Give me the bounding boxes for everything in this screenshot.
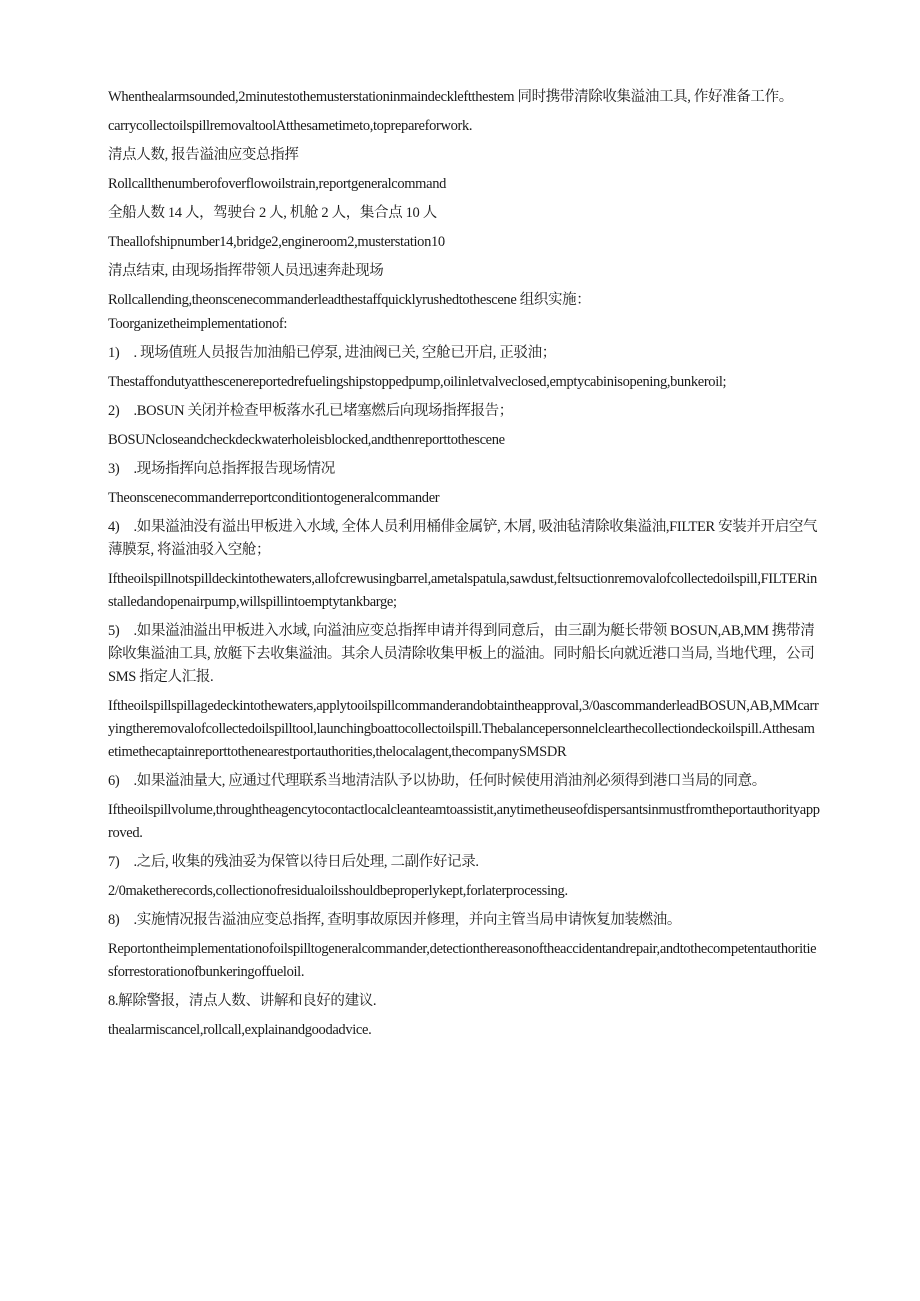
paragraph-rush-to-scene: 清点结束, 由现场指挥带领人员迅速奔赴现场 bbox=[108, 263, 384, 279]
step-6-en: Iftheoilspillvolume,throughtheagencytocontactlocalcleanteamtoassistit,anytimetheuseofdispersantsinmustfromtheportauthorityapproved. bbox=[108, 802, 820, 841]
paragraph-organize: Toorganizetheimplementationof: bbox=[108, 316, 288, 332]
paragraph-rush-to-scene-en: Rollcallending,theonscenecommanderleadthestaffquicklyrushedtothescene 组织实施： bbox=[108, 292, 591, 308]
paragraph-alarm-muster-en: carrycollectoilspillremovaltoolAtthesametimeto,toprepareforwork. bbox=[108, 118, 473, 134]
step-7-zh: 7) .之后, 收集的残油妥为保管以待日后处理, 二副作好记录. bbox=[108, 854, 479, 870]
paragraph-crew-count-en: Theallofshipnumber14,bridge2,engineroom2,musterstation10 bbox=[108, 234, 445, 250]
paragraph-crew-count: 全船人数 14 人，驾驶台 2 人, 机舱 2 人，集合点 10 人 bbox=[108, 205, 437, 221]
step-3-zh: 3) .现场指挥向总指挥报告现场情况 bbox=[108, 461, 335, 477]
step-2-zh: 2) .BOSUN 关闭并检查甲板落水孔已堵塞燃后向现场指挥报告； bbox=[108, 403, 513, 419]
step-8-zh: 8) .实施情况报告溢油应变总指挥, 查明事故原因并修理，并向主管当局申请恢复加装燃油。 bbox=[108, 912, 682, 928]
step-1-zh: 1) . 现场值班人员报告加油船已停泵, 进油阀已关, 空舱已开启, 正驳油； bbox=[108, 345, 556, 361]
step-4-zh: 4) .如果溢油没有溢出甲板进入水域, 全体人员利用桶俳金属铲, 木屑, 吸油毡清除收集溢油,FILTER 安装并开启空气薄膜泵, 将溢油驳入空舱； bbox=[108, 519, 818, 558]
step-3-en: Theonscenecommanderreportconditiontogeneralcommander bbox=[108, 490, 440, 506]
paragraph-alarm-muster: Whenthealarmsounded,2minutestothemusterstationinmaindeckleftthestem 同时携带清除收集溢油工具, 作好准备工作。 bbox=[108, 89, 793, 105]
step-6-zh: 6) .如果溢油量大, 应通过代理联系当地清洁队予以协助，任何时候使用消油剂必须得到港口当局的同意。 bbox=[108, 773, 766, 789]
step-1-en: Thestaffondutyatthescenereportedrefuelingshipstoppedpump,oilinletvalveclosed,emptycabinisopening,bunkeroil; bbox=[108, 374, 727, 390]
step-5-en: Iftheoilspillspillagedeckintothewaters,applytooilspillcommanderandobtaintheapproval,3/0ascommanderleadBOSUN,AB,MMcarryingtheremovalofcollectedoilspilltool,launchingboattocollectoilspill.Thebalancepersonnelclearthecollectiondeckoilspill.Atthesametimethecaptainreporttothenearestportauthorities,thelocalagent,thecompanySMSDR bbox=[108, 698, 819, 760]
step-8-en: Reportontheimplementationofoilspilltogeneralcommander,detectionthereasonoftheaccidentandrepair,andtothecompetentauthoritiesforrestorationofbunkeringoffueloil. bbox=[108, 941, 817, 980]
step-7-en: 2/0maketherecords,collectionofresidualoilsshouldbeproperlykept,forlaterprocessing. bbox=[108, 883, 568, 899]
document-body bbox=[108, 86, 820, 1048]
step-4-en: Iftheoilspillnotspilldeckintothewaters,allofcrewusingbarrel,ametalspatula,sawdust,feltsuctionremovalofcollectedoilspill,FILTERinstalledandopenairpump,willspillintoemptytankbarge; bbox=[108, 571, 817, 610]
step-5-zh: 5) .如果溢油溢出甲板进入水域, 向溢油应变总指挥申请并得到同意后，由三副为艇长带领 BOSUN,AB,MM 携带清除收集溢油工具, 放艇下去收集溢油。其余人员清除收集甲板上的溢油。同时船长向就近港口当局, 当地代理，公司 SMS 指定人汇报. bbox=[108, 623, 815, 685]
paragraph-roll-call-en: Rollcallthenumberofoverflowoilstrain,reportgeneralcommand bbox=[108, 176, 446, 192]
closing-en: thealarmiscancel,rollcall,explainandgoodadvice. bbox=[108, 1022, 372, 1038]
paragraph-roll-call: 清点人数, 报告溢油应变总指挥 bbox=[108, 147, 299, 163]
closing-zh: 8.解除警报，清点人数、讲解和良好的建议. bbox=[108, 993, 377, 1009]
step-2-en: BOSUNcloseandcheckdeckwaterholeisblocked,andthenreporttothescene bbox=[108, 432, 505, 448]
